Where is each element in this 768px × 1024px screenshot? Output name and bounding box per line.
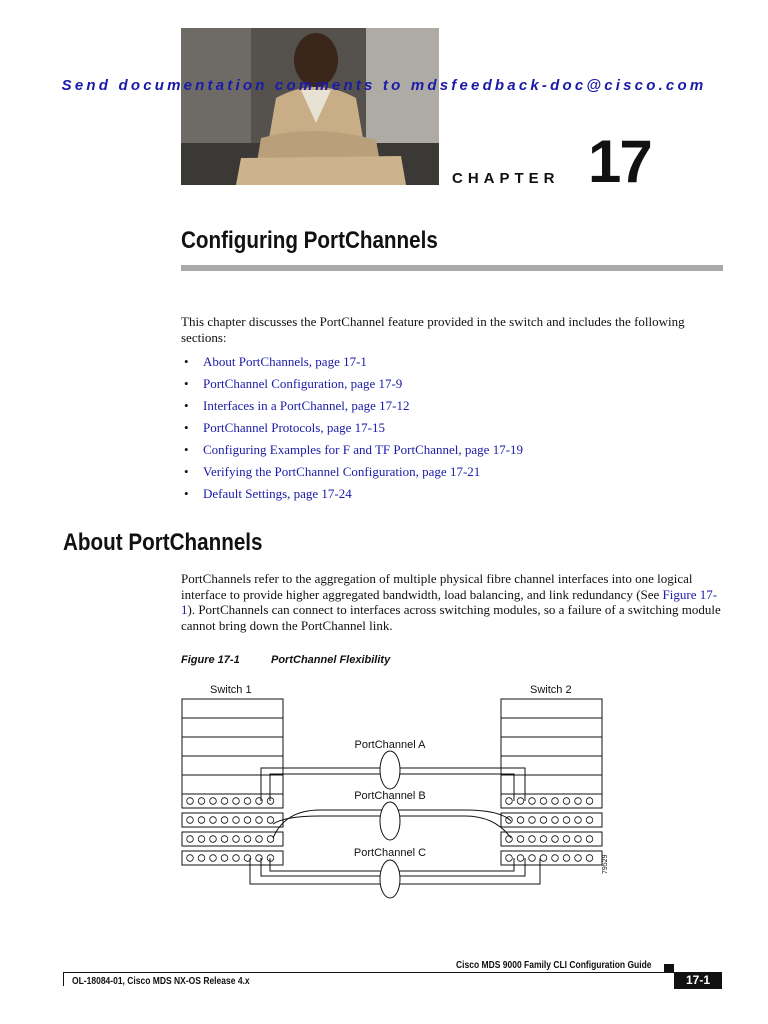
port-icon	[540, 798, 547, 805]
switch-module	[501, 737, 602, 756]
title-divider	[181, 265, 723, 271]
port-icon	[575, 855, 582, 862]
port-icon	[586, 836, 593, 843]
port-icon	[244, 798, 251, 805]
port-icon	[187, 855, 194, 862]
bullet-icon: •	[184, 464, 189, 479]
port-icon	[586, 855, 593, 862]
port-icon	[540, 836, 547, 843]
port-icon	[221, 817, 228, 824]
port-icon	[210, 855, 217, 862]
toc-link-interfaces[interactable]: Interfaces in a PortChannel, page 17-12	[203, 398, 410, 413]
section-toc	[181, 351, 523, 505]
port-icon	[198, 836, 205, 843]
port-icon	[233, 798, 240, 805]
bullet-icon: •	[184, 398, 189, 413]
port-icon	[233, 817, 240, 824]
chapter-label: CHAPTER	[452, 170, 560, 187]
chapter-number: 17	[588, 128, 651, 195]
toc-item	[181, 439, 523, 461]
port-icon	[210, 817, 217, 824]
switch2-label: Switch 2	[530, 684, 572, 696]
port-icon	[552, 836, 559, 843]
portchannel-b-label: PortChannel B	[354, 790, 426, 802]
switch1-label: Switch 1	[210, 684, 252, 696]
toc-item	[181, 483, 523, 505]
port-icon	[267, 836, 274, 843]
port-icon	[517, 798, 524, 805]
port-icon	[575, 798, 582, 805]
para-text-end: ). PortChannels can connect to interfaces across switching modules, so a failure of a switching module cannot bring down the PortChannel link.	[181, 602, 721, 633]
port-icon	[233, 836, 240, 843]
bullet-icon: •	[184, 486, 189, 501]
port-icon	[187, 836, 194, 843]
figure-id: 79529	[602, 854, 609, 874]
port-icon	[187, 817, 194, 824]
port-icon	[586, 798, 593, 805]
port-icon	[529, 798, 536, 805]
page-title: Configuring PortChannels	[181, 227, 438, 254]
port-icon	[221, 798, 228, 805]
port-icon	[563, 798, 570, 805]
port-icon	[506, 798, 513, 805]
switch-module	[501, 775, 602, 794]
footer-guide-title: Cisco MDS 9000 Family CLI Configuration Guide	[456, 960, 652, 971]
channel-b-ellipse	[380, 802, 400, 840]
toc-link-configuration[interactable]: PortChannel Configuration, page 17-9	[203, 376, 403, 391]
bullet-icon: •	[184, 442, 189, 457]
chapter-header-photo	[181, 28, 439, 185]
port-icon	[198, 855, 205, 862]
bullet-icon: •	[184, 376, 189, 391]
toc-item	[181, 461, 523, 483]
switch-module	[182, 756, 283, 775]
toc-item	[181, 373, 523, 395]
toc-item	[181, 351, 523, 373]
figure-label: Figure 17-1	[181, 654, 240, 666]
port-icon	[187, 798, 194, 805]
portchannel-c-label: PortChannel C	[353, 847, 427, 859]
feedback-banner[interactable]: Send documentation comments to mdsfeedback-doc@cisco.com	[61, 77, 707, 94]
port-icon	[198, 817, 205, 824]
port-icon	[540, 817, 547, 824]
toc-item	[181, 395, 523, 417]
port-icon	[506, 836, 513, 843]
toc-link-defaults[interactable]: Default Settings, page 17-24	[203, 486, 352, 501]
switch-module	[501, 756, 602, 775]
port-icon	[552, 798, 559, 805]
portchannel-a-label: PortChannel A	[354, 739, 426, 751]
figure-reference-link[interactable]: Figure 17-1	[181, 586, 718, 617]
port-icon	[517, 836, 524, 843]
switch-module	[182, 718, 283, 737]
switch1	[182, 699, 283, 865]
port-icon	[529, 817, 536, 824]
port-icon	[210, 836, 217, 843]
channel-c-ellipse	[380, 860, 400, 898]
port-icon	[563, 855, 570, 862]
port-icon	[244, 817, 251, 824]
intro-paragraph: This chapter discusses the PortChannel feature provided in the switch and includes the following sections:	[181, 314, 685, 345]
port-icon	[575, 836, 582, 843]
port-icon	[256, 817, 263, 824]
port-icon	[506, 855, 513, 862]
port-icon	[552, 855, 559, 862]
port-icon	[198, 798, 205, 805]
toc-item	[181, 417, 523, 439]
switch-module	[501, 718, 602, 737]
section-paragraph	[181, 571, 726, 633]
figure-caption: PortChannel Flexibility	[271, 654, 391, 666]
footer-tick	[63, 972, 64, 986]
port-icon	[529, 836, 536, 843]
switch-module	[182, 775, 283, 794]
port-icon	[563, 817, 570, 824]
port-icon	[575, 817, 582, 824]
port-icon	[267, 817, 274, 824]
channel-a-ellipse	[380, 751, 400, 789]
para-text-start: PortChannels refer to the aggregation of multiple physical fibre channel interfaces into one logical interface to provide higher aggregated bandwidth, load balancing, and link redundancy (See	[181, 571, 693, 602]
channel-ellipses	[380, 751, 400, 898]
port-icon	[256, 836, 263, 843]
port-icon	[221, 836, 228, 843]
port-icon	[586, 817, 593, 824]
port-icon	[529, 855, 536, 862]
person-photo-illustration	[181, 28, 439, 185]
switch-module	[501, 699, 602, 718]
section-heading: About PortChannels	[63, 529, 263, 556]
bullet-icon: •	[184, 354, 189, 369]
port-icon	[552, 817, 559, 824]
footer-doc-id: OL-18084-01, Cisco MDS NX-OS Release 4.x	[72, 976, 250, 987]
bullet-icon: •	[184, 420, 189, 435]
portchannel-diagram	[170, 676, 620, 906]
port-icon	[517, 855, 524, 862]
page-number: 17-1	[674, 972, 722, 989]
port-icon	[517, 817, 524, 824]
footer-divider	[63, 972, 706, 973]
port-icon	[221, 855, 228, 862]
port-icon	[210, 798, 217, 805]
switch-module	[182, 737, 283, 756]
port-icon	[563, 836, 570, 843]
port-icon	[244, 836, 251, 843]
toc-link-protocols[interactable]: PortChannel Protocols, page 17-15	[203, 420, 385, 435]
toc-link-verifying[interactable]: Verifying the PortChannel Configuration, page 17-21	[203, 464, 481, 479]
toc-link-examples[interactable]: Configuring Examples for F and TF PortChannel, page 17-19	[203, 442, 524, 457]
switch-module	[182, 699, 283, 718]
toc-link-about[interactable]: About PortChannels, page 17-1	[203, 354, 367, 369]
switch2	[501, 699, 602, 865]
port-icon	[540, 855, 547, 862]
port-icon	[233, 855, 240, 862]
